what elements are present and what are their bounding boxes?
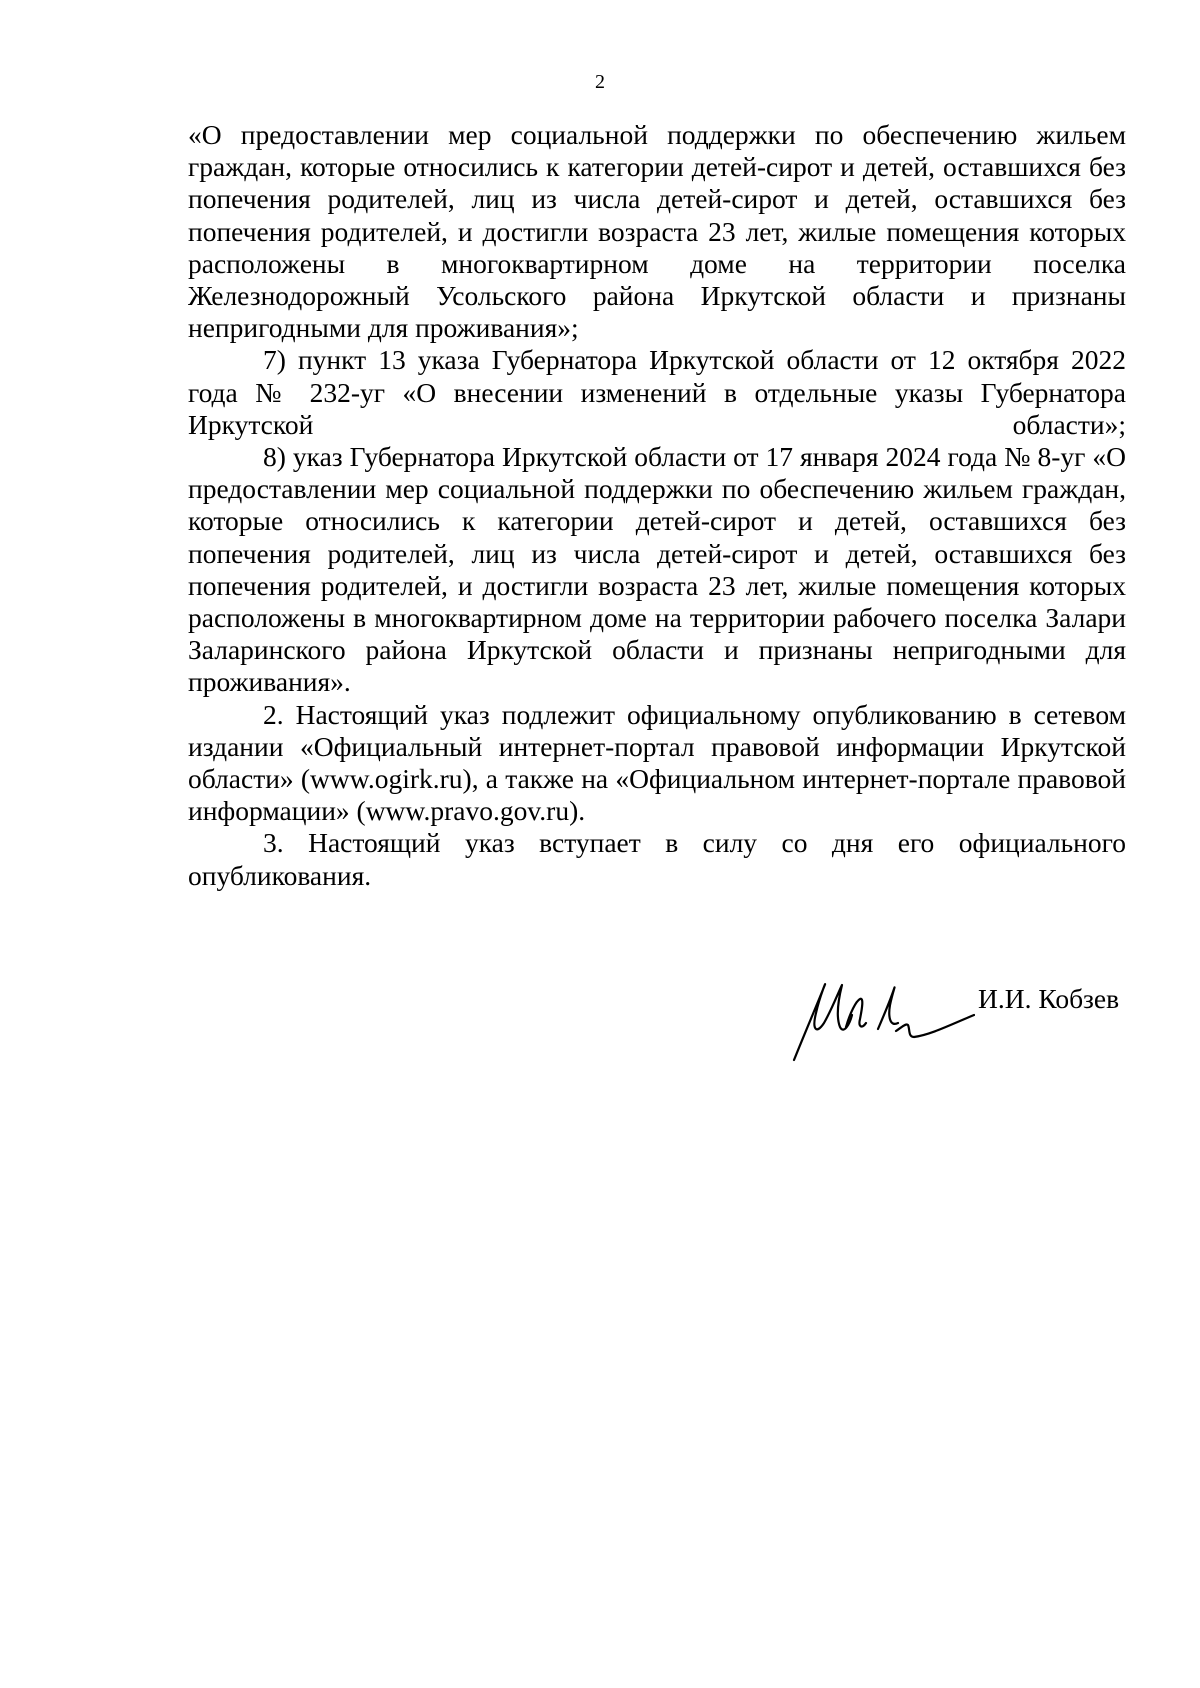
paragraph-section-3-effective-date: 3. Настоящий указ вступает в силу со дня его официального опубликования. [188, 827, 1126, 891]
page-number: 2 [595, 71, 605, 93]
paragraph-item-8: 8) указ Губернатора Иркутской области от 17 января 2024 года № 8-уг «О предоставлении мер социальной поддержки по обеспечению жильем граждан, которые относились к категории детей-сирот и детей, оставшихся без попечения родителей, лиц из числа детей-сирот и детей, оставшихся без попечения родителей, и достигли возраста 23 лет, жилые помещения которых расположены в многоквартирном доме на территории рабочего поселка Залари Заларинского района Иркутской области и признаны непригодными для проживания». [188, 441, 1126, 698]
paragraph-section-2-publication: 2. Настоящий указ подлежит официальному опубликованию в сетевом издании «Официальный интернет-портал правовой информации Иркутской области» (www.ogirk.ru), а также на «Официальном интернет-портале правовой информации» (www.pravo.gov.ru). [188, 698, 1126, 827]
handwritten-signature [790, 965, 975, 1065]
document-body [188, 119, 1126, 892]
paragraph-decree-6-continuation: «О предоставлении мер социальной поддержки по обеспечению жильем граждан, которые относились к категории детей-сирот и детей, оставшихся без попечения родителей, лиц из числа детей-сирот и детей, оставшихся без попечения родителей, и достигли возраста 23 лет, жилые помещения которых расположены в многоквартирном доме на территории поселка Железнодорожный Усольского района Иркутской области и признаны непригодными для проживания»; [188, 119, 1126, 344]
signer-name: И.И. Кобзев [978, 983, 1120, 1014]
paragraph-item-7: 7) пункт 13 указа Губернатора Иркутской области от 12 октября 2022 года № 232-уг «О внесении изменений в отдельные указы Губернатора Иркутской области»; [188, 344, 1126, 440]
signature-block [790, 965, 1140, 1065]
